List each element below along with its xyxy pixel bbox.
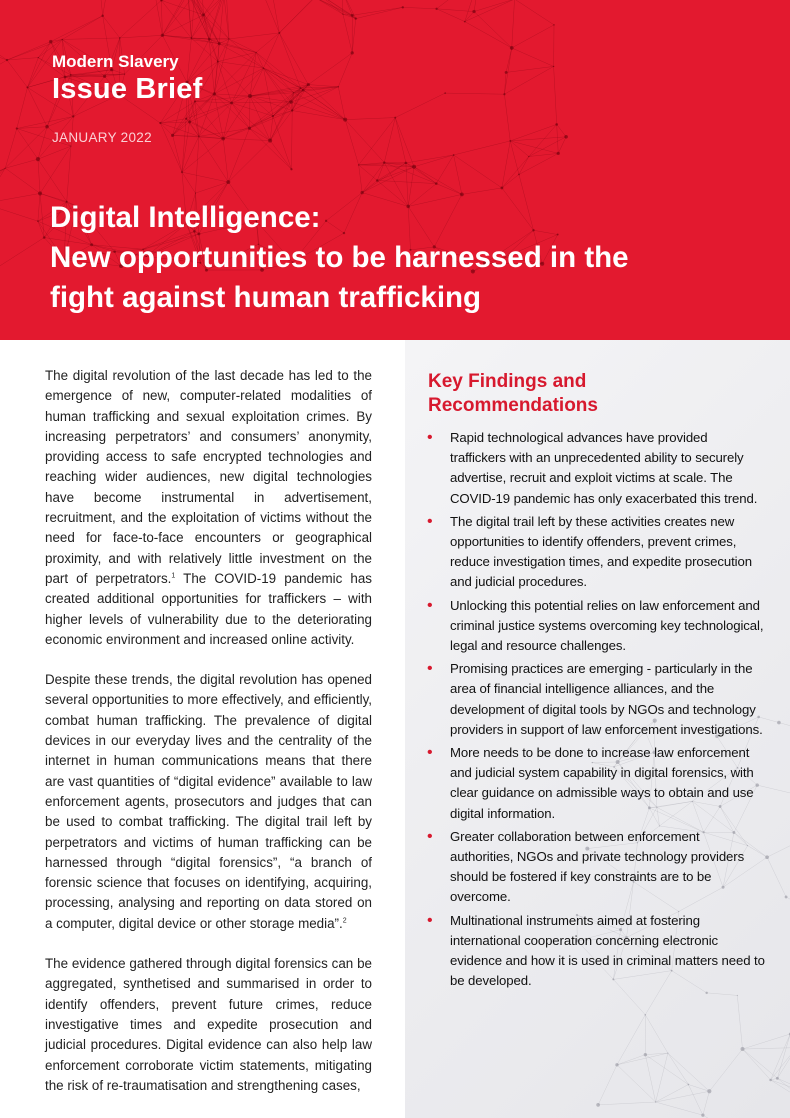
title-line: fight against human trafficking (50, 281, 482, 314)
page-title (50, 198, 770, 318)
paragraph: The evidence gathered through digital forensics can be aggregated, synthetised and summarised in order to identify offenders, prevent future crimes, reduce investigative times and expedite prosecution and judicial procedures. Digital evidence can also help law enforcement corroborate victim statements, mitigating the risk of re-traumatisation and strengthening cases, (45, 956, 372, 1093)
title-line: Digital Intelligence: (50, 201, 321, 234)
list-item: • The digital trail left by these activities creates new opportunities to identify offenders, prevent crimes, reduce investigation times, and expedite prosecution and judicial procedures. (427, 512, 752, 590)
bullet-icon: • (427, 660, 433, 678)
list-item: • Promising practices are emerging - particularly in the area of financial intelligence alliances, and the development of digital tools by NGOs and technology providers in support of law enforcement investigations. (427, 660, 763, 737)
key-findings-heading: Key Findings and Recommendations (428, 371, 598, 416)
footnote-ref: 1 (171, 572, 176, 580)
list-item: • Unlocking this potential relies on law enforcement and criminal justice systems overcoming key technological, legal and resource challenges. (427, 596, 764, 654)
bullet-icon: • (427, 827, 433, 845)
list-item: • More needs to be done to increase law enforcement and judicial system capability in digital forensics, with clear guidance on admissible ways to obtain and use digital information. (427, 744, 754, 821)
bullet-icon: • (427, 744, 433, 762)
bullet-icon: • (427, 911, 433, 929)
paragraph: The digital revolution of the last decade has led to the emergence of new, computer-related modalities of human trafficking and sexual exploitation crimes. By increasing perpetrators’ and consumers’ anonymity, providing access to safe encrypted technologies and reaching wider audiences, new digital technologies have become instrumental in advertisement, recruitment, and the exploitation of victims without the need for face-to-face encounters or geographical proximity, and with relatively little investment on the part of perpetrators.$^1$ The COVID-19 pandemic has created additional opportunities for traffickers – with higher levels of vulnerability due to the deteriorating economic environment and increased online activity. (45, 368, 372, 647)
header-banner (0, 0, 790, 340)
list-item: • Multinational instruments aimed at fostering international cooperation concerning electronic evidence and how it is used in criminal matters need to be developed. (427, 911, 765, 989)
bullet-icon: • (427, 429, 433, 446)
body-text (45, 366, 372, 1116)
list-item: • Rapid technological advances have provided traffickers with an unprecedented ability to securely advertise, recruit and exploit victims at scale. The COVID-19 pandemic has only exacerbated this trend. (427, 429, 758, 506)
footnote-ref: 2 (342, 917, 347, 925)
bullet-icon: • (427, 596, 433, 614)
list-item: • Greater collaboration between enforcement authorities, NGOs and private technology providers should be fostered if key constraints are to be overcome. (427, 827, 745, 905)
brief-label: Issue Brief (52, 73, 203, 105)
title-line: New opportunities to be harnessed in the (50, 241, 629, 274)
key-findings-list (426, 428, 766, 994)
paragraph: Despite these trends, the digital revolution has opened several opportunities to more effectively, and efficiently, combat human trafficking. The prevalence of digital devices in our everyday lives and the centrality of the internet in human communications means that there are vast quantities of “digital evidence” available to law enforcement agents, prosecutors and judges that can be used to combat trafficking. The digital trail left by perpetrators and victims of human trafficking can be harnessed through “digital forensics”, “a branch of forensic science that focuses on identifying, acquiring, processing, analysing and reporting on data stored on a computer, digital device or other storage media”.$^2$ (45, 672, 372, 931)
publication-date: JANUARY 2022 (52, 130, 152, 145)
bullet-icon: • (427, 512, 433, 530)
series-label: Modern Slavery (52, 52, 179, 71)
